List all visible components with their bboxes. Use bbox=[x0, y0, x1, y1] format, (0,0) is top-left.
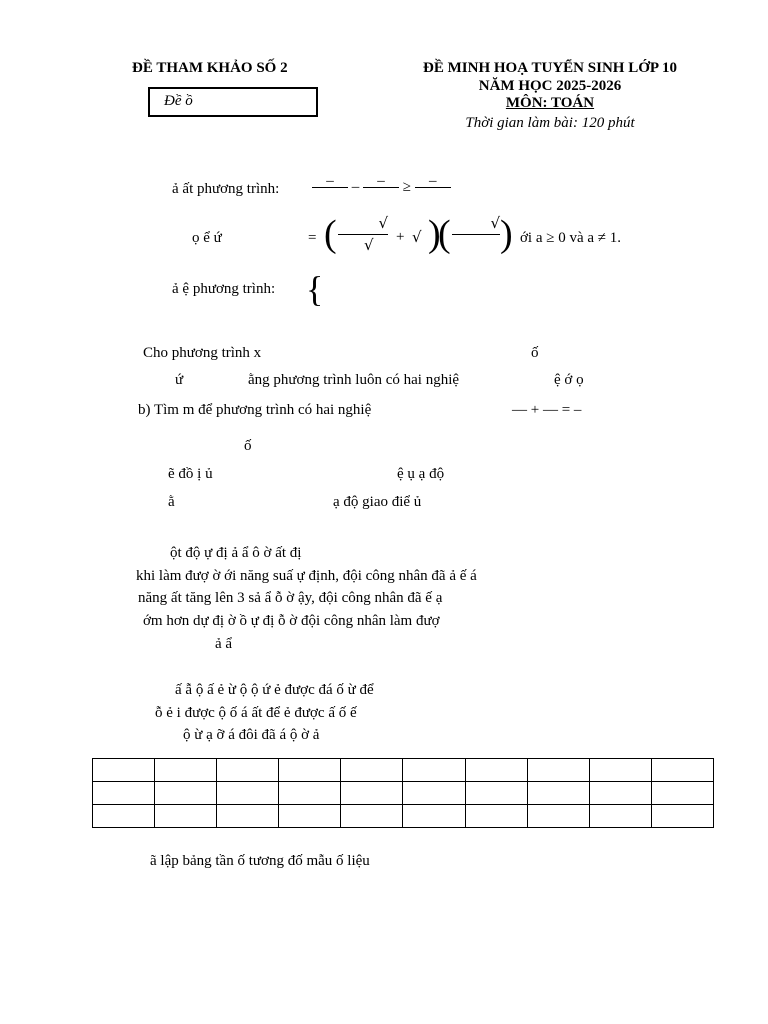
q4-line4: ớm hơn dự đị ờ ồ ự đị ỗ ờ đội công nhân làm đượ bbox=[143, 613, 440, 629]
q3-line3-left: ằ bbox=[168, 494, 175, 510]
q1b-plus: + bbox=[396, 229, 405, 245]
table-cell bbox=[341, 782, 403, 805]
table-cell bbox=[589, 805, 651, 828]
table-cell bbox=[217, 805, 279, 828]
q3-line2-right: ệ ụ ạ độ bbox=[397, 466, 445, 482]
q4-line3: năng ất tăng lên 3 sả ẩ ỗ ờ ậy, đội công nhân đã ế ạ bbox=[138, 590, 443, 606]
q1b-sqrt-num: √ bbox=[378, 214, 388, 232]
right-title-3: MÔN: TOÁN bbox=[505, 95, 595, 111]
q1b-eq: = bbox=[308, 230, 317, 246]
table-cell bbox=[651, 805, 713, 828]
q1b-sqrt-den: √ bbox=[364, 236, 374, 254]
q1b-paren-close-2: ) bbox=[500, 213, 513, 255]
table-cell bbox=[651, 782, 713, 805]
q3-line3-right: ạ độ giao điể ủ bbox=[333, 494, 422, 510]
table-cell bbox=[279, 782, 341, 805]
table-cell bbox=[465, 805, 527, 828]
q2-line2-left: ứ bbox=[175, 372, 184, 388]
q1b-frac-line-2 bbox=[452, 214, 500, 235]
q1c-text: ả ệ phương trình: bbox=[172, 281, 276, 297]
q1b-expression bbox=[324, 214, 514, 260]
table-cell bbox=[93, 759, 155, 782]
q1b-condition: ới a ≥ 0 và a ≠ 1. bbox=[520, 230, 622, 246]
q1a-minus: – bbox=[351, 178, 360, 195]
table-cell bbox=[155, 782, 217, 805]
q4-line1: ột độ ự đị ả ẩ ô ờ ất đị bbox=[170, 545, 302, 561]
q3-line1: ố bbox=[244, 438, 252, 454]
table-cell bbox=[155, 759, 217, 782]
q1b-paren-close-1: ) bbox=[428, 213, 441, 255]
right-time: Thời gian làm bài: 120 phút bbox=[465, 115, 635, 131]
q1b-paren-open-1: ( bbox=[324, 213, 337, 255]
q1a-frac-2: – bbox=[363, 175, 399, 200]
table-cell bbox=[403, 782, 465, 805]
q2-line3: b) Tìm m để phương trình có hai nghiệ bbox=[138, 402, 372, 418]
q2-line1-left: Cho phương trình x bbox=[143, 345, 262, 361]
table-row bbox=[93, 782, 714, 805]
q4-line5: ả ẩ bbox=[215, 636, 233, 652]
right-title-2: NĂM HỌC 2025-2026 bbox=[478, 78, 622, 94]
q1b-sqrt-mid: √ bbox=[412, 228, 422, 246]
q5-line1: ấ ẫ ộ ấ ẻ ừ ộ ộ ứ ẻ được đá ố ừ để bbox=[175, 682, 374, 698]
table-row bbox=[93, 805, 714, 828]
table-cell bbox=[527, 805, 589, 828]
table-cell bbox=[527, 782, 589, 805]
q1b-paren-open-2: ( bbox=[438, 213, 451, 255]
table-cell bbox=[403, 759, 465, 782]
table-cell bbox=[651, 759, 713, 782]
q1a-text: ả ất phương trình: bbox=[172, 181, 280, 197]
table-cell bbox=[465, 759, 527, 782]
table-cell bbox=[93, 805, 155, 828]
q1a-frac-3: – bbox=[415, 175, 451, 200]
q2-line3-expr: — + — = – bbox=[512, 402, 582, 418]
exam-code-box-text: Đề ồ bbox=[164, 93, 193, 109]
q5-line2: ỗ ẻ i được ộ ố á ất để ẻ được ấ ố ế bbox=[155, 705, 357, 721]
q1a-ge: ≥ bbox=[402, 178, 411, 195]
table-row bbox=[93, 759, 714, 782]
table-cell bbox=[465, 782, 527, 805]
data-table bbox=[92, 758, 714, 828]
q1c-brace: { bbox=[306, 269, 324, 309]
right-title-1: ĐỀ MINH HOẠ TUYỂN SINH LỚP 10 bbox=[423, 60, 677, 76]
table-cell bbox=[341, 759, 403, 782]
table-cell bbox=[217, 782, 279, 805]
q3-line2-left: ẽ đồ ị ủ bbox=[168, 466, 213, 482]
q1b-frac-line bbox=[338, 214, 388, 235]
q2-line1-right: ố bbox=[531, 345, 539, 361]
q1b-prefix: ọ ể ứ bbox=[192, 230, 222, 246]
left-title: ĐỀ THAM KHẢO SỐ 2 bbox=[132, 60, 288, 76]
q4-line2: khi làm đượ ờ ới năng suấ ự định, đội công nhân đã ả ế á bbox=[136, 568, 477, 584]
table-cell bbox=[341, 805, 403, 828]
q5-line3: ộ ừ ạ ỡ á đôi đã á ộ ờ ả bbox=[183, 727, 320, 743]
q1a-inequality bbox=[312, 175, 451, 200]
exam-code-box bbox=[148, 87, 318, 117]
table-cell bbox=[403, 805, 465, 828]
q5-footer: ã lập bảng tần ố tương đố mẫu ố liệu bbox=[150, 853, 370, 869]
q2-line2-right: ệ ớ ọ bbox=[554, 372, 584, 388]
table-cell bbox=[279, 805, 341, 828]
q1b-sqrt-2: √ bbox=[490, 214, 500, 232]
table-cell bbox=[527, 759, 589, 782]
table-cell bbox=[217, 759, 279, 782]
table-cell bbox=[589, 782, 651, 805]
table-cell bbox=[155, 805, 217, 828]
q1a-frac-1: – bbox=[312, 175, 348, 200]
table-cell bbox=[589, 759, 651, 782]
q2-line2-mid: ằng phương trình luôn có hai nghiệ bbox=[248, 372, 460, 388]
table-cell bbox=[93, 782, 155, 805]
table-cell bbox=[279, 759, 341, 782]
data-table-body bbox=[93, 759, 714, 828]
